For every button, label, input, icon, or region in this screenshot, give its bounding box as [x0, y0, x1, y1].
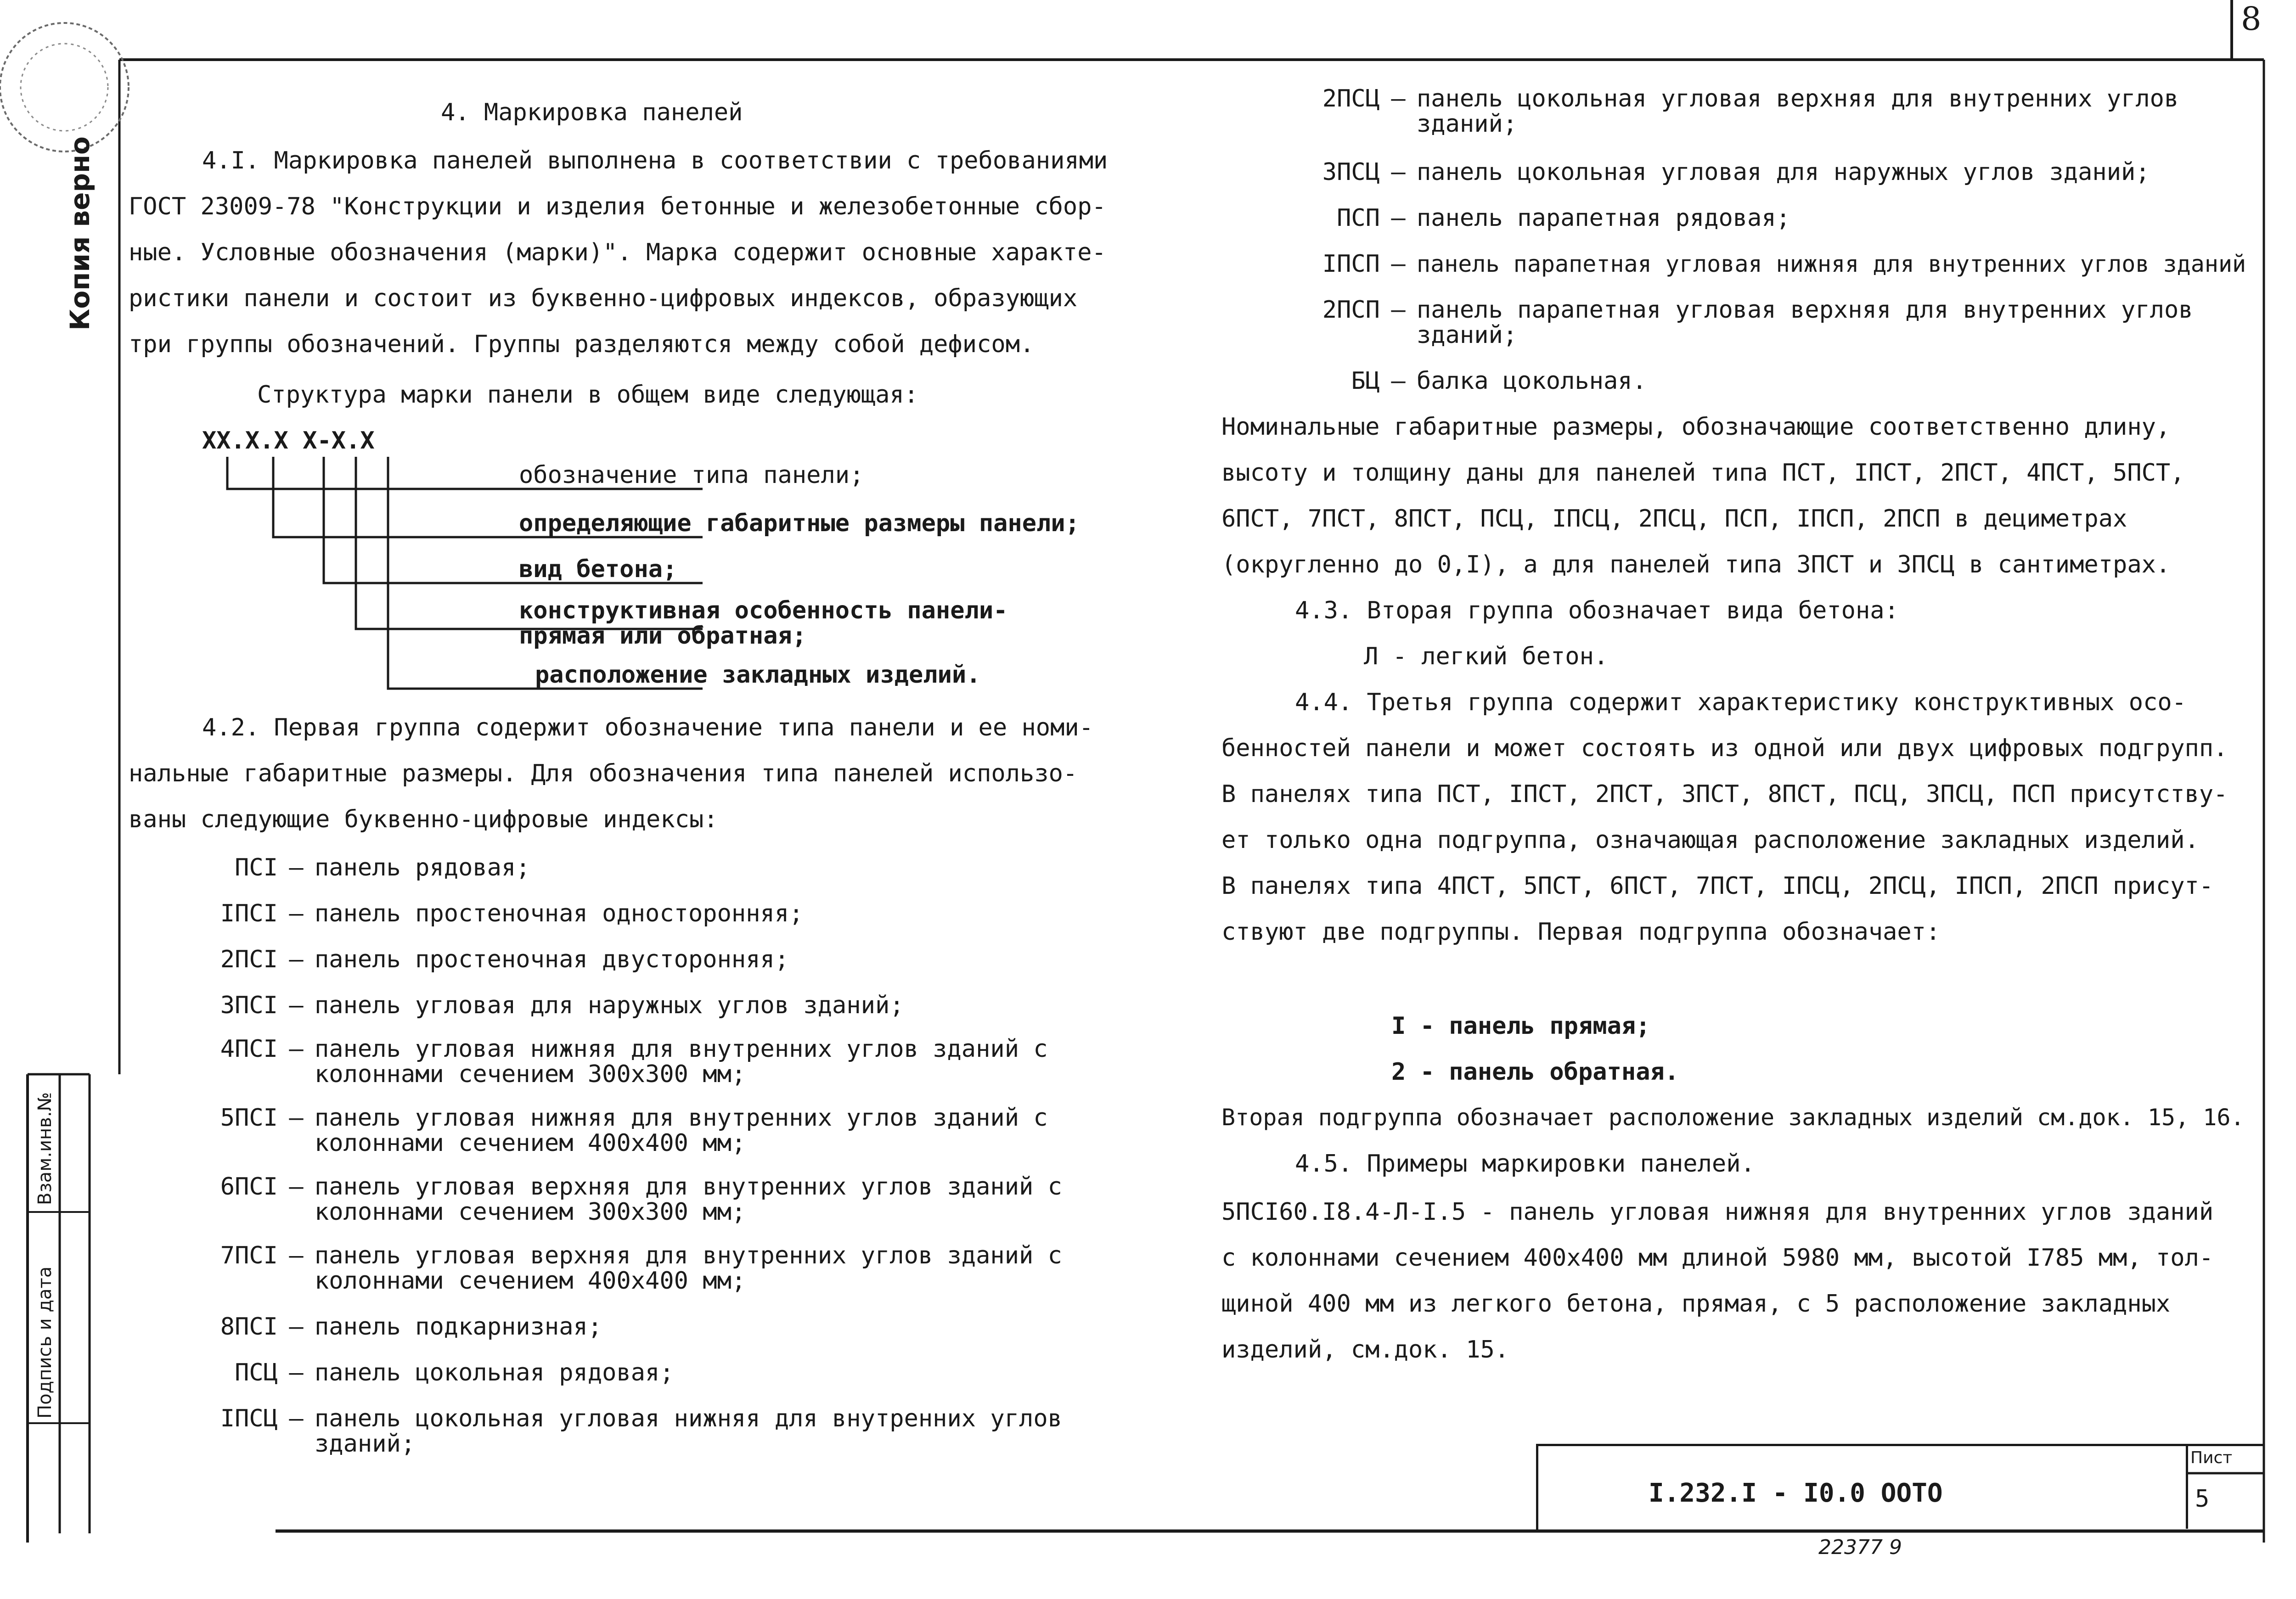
list-item: 4ПСI – панель угловая нижняя для внутренних углов зданий с: [165, 1035, 1048, 1063]
list-item: ПСП – панель парапетная рядовая;: [1267, 204, 1790, 232]
diagram-label-feature: конструктивная особенность панели-: [519, 597, 1008, 624]
document-code: I.232.I - I0.0 ООТО: [1649, 1478, 1943, 1508]
paragraph-4-1-line: три группы обозначений. Группы разделяются между собой дефисом.: [129, 331, 1035, 358]
item-desc: панель простеночная двусторонняя;: [315, 946, 789, 973]
item-desc: панель простеночная односторонняя;: [315, 900, 804, 927]
diagram-label-type: обозначение типа панели;: [519, 461, 864, 489]
item-code: IПСI: [220, 900, 278, 927]
item-code: ПСI: [235, 854, 278, 881]
copy-verified-stamp: Копия верно: [64, 136, 96, 331]
example-line: щиной 400 мм из легкого бетона, прямая, с 5 расположение закладных: [1221, 1290, 2171, 1318]
item-desc: панель парапетная угловая верхняя для внутренних углов: [1417, 296, 2193, 324]
item-code: ПСП: [1337, 204, 1380, 232]
nominal-sizes-line: Номинальные габаритные размеры, обозначающие соответственно длину,: [1221, 413, 2171, 441]
list-item: 2ПСП – панель парапетная угловая верхняя для внутренних углов: [1267, 296, 2193, 324]
paragraph-4-1-line: ГОСТ 23009-78 "Конструкции и изделия бетонные и железобетонные сбор-: [129, 193, 1106, 220]
example-line: изделий, см.док. 15.: [1221, 1336, 1509, 1363]
paragraph-4-2-line: ваны следующие буквенно-цифровые индексы:: [129, 806, 718, 833]
stamp-field-sign: Подпись и дата: [34, 1266, 56, 1419]
mark-structure-diagram: [202, 457, 1075, 732]
item-desc: панель угловая верхняя для внутренних углов зданий с: [315, 1242, 1062, 1269]
second-subgroup-line: Вторая подгруппа обозначает расположение закладных изделий см.док. 15, 16.: [1221, 1104, 2245, 1131]
paragraph-4-4-line: В панелях типа 4ПСТ, 5ПСТ, 6ПСТ, 7ПСТ, IПСЦ, 2ПСЦ, IПСП, 2ПСП присут-: [1221, 872, 2214, 900]
item-code: 3ПСI: [220, 992, 278, 1019]
paragraph-4-4-line: В панелях типа ПСТ, IПСТ, 2ПСТ, 3ПСТ, 8ПСТ, ПСЦ, 3ПСЦ, ПСП присутству-: [1221, 780, 2228, 808]
item-code: ПСЦ: [235, 1359, 278, 1386]
paragraph-4-4-line: 4.4. Третья группа содержит характеристику конструктивных осо-: [1295, 689, 2187, 716]
item-desc-cont: колоннами сечением 400x400 мм;: [315, 1129, 746, 1157]
nominal-sizes-line: высоту и толщину даны для панелей типа ПСТ, IПСТ, 2ПСТ, 4ПСТ, 5ПСТ,: [1221, 459, 2185, 487]
item-code: 5ПСI: [220, 1104, 278, 1132]
item-desc: панель угловая нижняя для внутренних углов зданий с: [315, 1035, 1048, 1063]
list-item: 6ПСI – панель угловая верхняя для внутренних углов зданий с: [165, 1173, 1062, 1201]
item-code: БЦ: [1351, 367, 1380, 395]
item-code: 2ПСI: [220, 946, 278, 973]
paragraph-4-5: 4.5. Примеры маркировки панелей.: [1295, 1150, 1755, 1178]
sheet-label: Пист: [2190, 1448, 2233, 1467]
item-code: IПСЦ: [220, 1405, 278, 1432]
list-item: 3ПСI – панель угловая для наружных углов зданий;: [165, 992, 904, 1019]
item-desc: панель цокольная угловая нижняя для внутренних углов: [315, 1405, 1062, 1432]
paragraph-4-1-line: ные. Условные обозначения (марки)". Марка содержит основные характе-: [129, 239, 1106, 266]
paragraph-4-4-line: ствуют две подгруппы. Первая подгруппа обозначает:: [1221, 918, 1941, 946]
list-item: IПСЦ – панель цокольная угловая нижняя для внутренних углов: [165, 1405, 1062, 1432]
item-desc-cont: колоннами сечением 300x300 мм;: [315, 1198, 746, 1226]
paragraph-4-1-line: 4.I. Маркировка панелей выполнена в соответствии с требованиями: [202, 147, 1108, 174]
list-item: 8ПСI – панель подкарнизная;: [165, 1313, 602, 1341]
item-desc-cont: зданий;: [1417, 110, 1518, 138]
item-code: IПСП: [1322, 250, 1380, 278]
paragraph-4-1-line: ристики панели и состоит из буквенно-цифровых индексов, образующих: [129, 285, 1078, 312]
item-code: 6ПСI: [220, 1173, 278, 1201]
diagram-label-embedded: расположение закладных изделий.: [535, 661, 981, 689]
list-item: IПСП – панель парапетная угловая нижняя для внутренних углов зданий: [1267, 250, 2246, 278]
paragraph-4-2-line: нальные габаритные размеры. Для обозначения типа панелей использо-: [129, 760, 1078, 787]
paragraph-4-2-line: 4.2. Первая группа содержит обозначение типа панели и ее номи-: [202, 714, 1094, 741]
item-code: 8ПСI: [220, 1313, 278, 1341]
item-desc: панель угловая верхняя для внутренних углов зданий с: [315, 1173, 1062, 1201]
item-desc: панель цокольная угловая для наружных углов зданий;: [1417, 158, 2150, 186]
item-code: 2ПСП: [1322, 296, 1380, 324]
item-desc: панель парапетная угловая нижняя для внутренних углов зданий: [1417, 251, 2246, 277]
list-item: ПСЦ – панель цокольная рядовая;: [165, 1359, 674, 1386]
concrete-type-item: Л - легкий бетон.: [1364, 643, 1609, 670]
diagram-label-dimensions: определяющие габаритные размеры панели;: [519, 510, 1080, 537]
inventory-number: 22377 9: [1818, 1536, 1902, 1559]
item-desc-cont: колоннами сечением 300x300 мм;: [315, 1060, 746, 1088]
item-desc: панель цокольная рядовая;: [315, 1359, 674, 1386]
paragraph-4-4-line: ет только одна подгруппа, означающая расположение закладных изделий.: [1221, 826, 2199, 854]
list-item: IПСI – панель простеночная односторонняя;: [165, 900, 803, 927]
diagram-label-feature-cont: прямая или обратная;: [519, 622, 807, 650]
page-number: 8: [2241, 0, 2262, 38]
diagram-label-concrete: вид бетона;: [519, 555, 677, 583]
item-desc: панель угловая нижняя для внутренних углов зданий с: [315, 1104, 1048, 1132]
sheet-cell-divider: [2186, 1471, 2264, 1476]
list-item: 7ПСI – панель угловая верхняя для внутренних углов зданий с: [165, 1242, 1062, 1269]
item-desc: панель подкарнизная;: [315, 1313, 602, 1341]
item-desc-cont: колоннами сечением 400x400 мм;: [315, 1267, 746, 1295]
mark-structure-code: XX.X.X X-X.X: [202, 427, 375, 454]
item-code: 2ПСЦ: [1322, 85, 1380, 112]
item-desc: панель рядовая;: [315, 854, 530, 881]
list-item: БЦ – балка цокольная.: [1267, 367, 1647, 395]
item-code: 4ПСI: [220, 1035, 278, 1063]
sheet-number: 5: [2195, 1485, 2210, 1513]
example-line: с колоннами сечением 400x400 мм длиной 5980 мм, высотой I785 мм, тол-: [1221, 1244, 2214, 1272]
example-line: 5ПСI60.I8.4-Л-I.5 - панель угловая нижняя для внутренних углов зданий: [1221, 1198, 2214, 1226]
item-desc: панель цокольная угловая верхняя для внутренних углов: [1417, 85, 2179, 112]
section-heading: 4. Маркировка панелей: [441, 99, 743, 126]
item-desc: панель парапетная рядовая;: [1417, 204, 1790, 232]
subgroup-item: I - панель прямая;: [1391, 1012, 1650, 1040]
list-item: ПСI – панель рядовая;: [165, 854, 530, 881]
item-code: 7ПСI: [220, 1242, 278, 1269]
subgroup-item: 2 - панель обратная.: [1391, 1058, 1679, 1086]
structure-intro: Структура марки панели в общем виде следующая:: [257, 381, 919, 409]
item-desc-cont: зданий;: [1417, 321, 1518, 349]
list-item: 2ПСЦ – панель цокольная угловая верхняя для внутренних углов: [1267, 85, 2178, 112]
list-item: 3ПСЦ – панель цокольная угловая для наружных углов зданий;: [1267, 158, 2150, 186]
item-desc-cont: зданий;: [315, 1430, 416, 1458]
list-item: 2ПСI – панель простеночная двусторонняя;: [165, 946, 789, 973]
nominal-sizes-line: 6ПСТ, 7ПСТ, 8ПСТ, ПСЦ, IПСЦ, 2ПСЦ, ПСП, IПСП, 2ПСП в дециметрах: [1221, 505, 2127, 533]
paragraph-4-4-line: бенностей панели и может состоять из одной или двух цифровых подгрупп.: [1221, 735, 2228, 762]
item-desc: панель угловая для наружных углов зданий;: [315, 992, 904, 1019]
list-item: 5ПСI – панель угловая нижняя для внутренних углов зданий с: [165, 1104, 1048, 1132]
stamp-field-inv: Взам.инв.№: [34, 1092, 56, 1205]
nominal-sizes-line: (округленно до 0,I), а для панелей типа 3ПСТ и 3ПСЦ в сантиметрах.: [1221, 551, 2171, 578]
item-desc: балка цокольная.: [1417, 367, 1647, 395]
item-code: 3ПСЦ: [1322, 158, 1380, 186]
paragraph-4-3: 4.3. Вторая группа обозначает вида бетона:: [1295, 597, 1899, 624]
